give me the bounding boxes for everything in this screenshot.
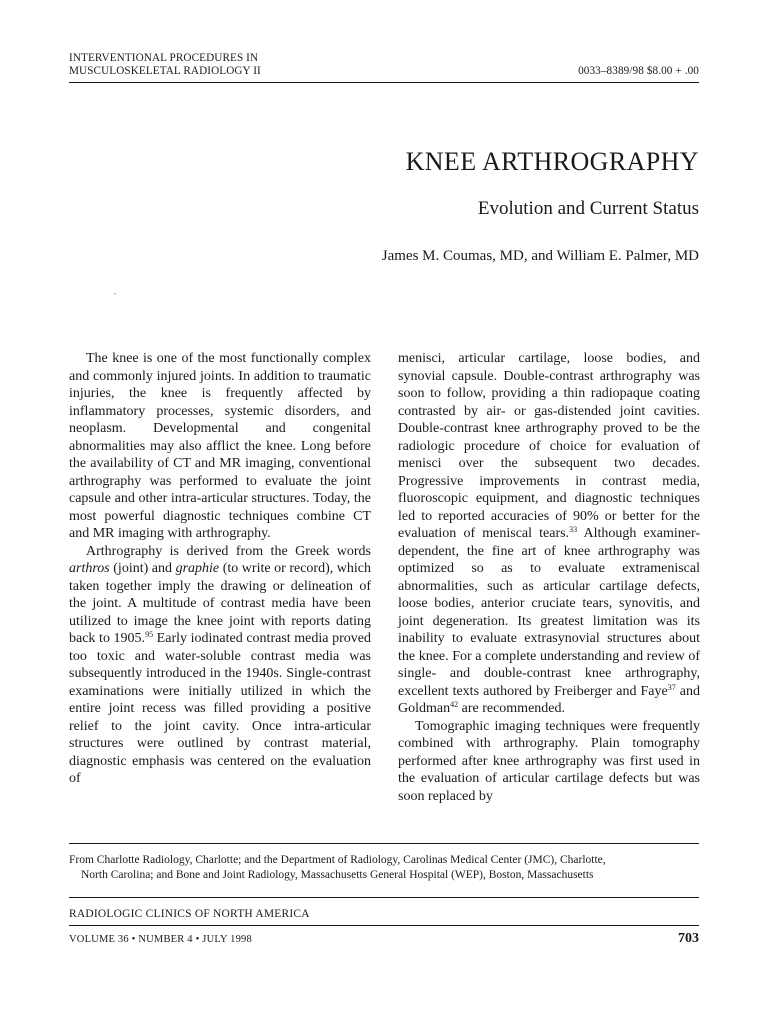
article-title: KNEE ARTHROGRAPHY [405,147,699,176]
journal-rule-top [69,897,699,898]
stray-mark: • [114,292,117,298]
footnote-line-2: North Carolina; and Bone and Joint Radiology, Massachusetts General Hospital (WEP), Boston, Massachusetts [81,869,594,881]
article-subtitle: Evolution and Current Status [477,198,699,219]
citation-33: 33 [569,525,578,534]
affiliation-footnote [69,853,704,883]
p3-text-c: and Goldman [398,683,700,716]
p3-text-b: Although examiner-dependent, the fine art of knee arthrography was optimized so as to evaluate extrameniscal abnormalities, such as articular cartilage defects, loose bodies, anterior cruciate tears, synovitis, and joint degeneration. Its greatest limitation was its inability to evaluate extrasynovial structures about the knee. For a complete understanding and review of single- and double-contrast knee arthrography, excellent texts authored by Freiberger and Faye [398,526,700,699]
series-line-1: INTERVENTIONAL PROCEDURES IN [69,52,259,64]
body-column-left [69,350,371,788]
term-graphie: graphie [175,561,220,576]
journal-rule-bottom [69,925,699,926]
citation-95: 95 [145,630,154,639]
p2-text-d: Early iodinated contrast media proved too toxic and water-soluble contrast media was subsequently introduced in the 1940s. Single-contrast examinations were initially utilized in which the entire joint recess was filled providing a positive relief to the joint cavity. Once intra-articular structures were outlined by contrast material, diagnostic emphasis was centered on the evaluation of [69,631,371,786]
series-line-2: MUSCULOSKELETAL RADIOLOGY II [69,65,261,77]
body-column-right [398,350,700,805]
page-number: 703 [678,931,699,946]
p2-text-a: Arthrography is derived from the Greek words [86,543,371,559]
p3-text-d: are recommended. [458,701,565,716]
p2-text-c: (to write or record), which taken together imply the drawing or delineation of the joint. A multitude of contrast media have been utilized to image the knee joint with reports dating back to 1905. [69,561,371,646]
paragraph-3 [398,350,700,718]
journal-name: RADIOLOGIC CLINICS OF NORTH AMERICA [69,908,310,920]
p2-text-b: (joint) and [109,561,176,576]
p3-text-a: menisci, articular cartilage, loose bodies, and synovial capsule. Double-contrast arthrography was soon to follow, providing a thin radiopaque coating contrasted by air- or gas-distended joint cavities. Double-contrast knee arthrography proved to be the radiologic procedure of choice for evaluation of menisci over the subsequent two decades. Progressive improvements in contrast media, fluoroscopic equipment, and diagnostic techniques led to reported accuracies of 90% or better for the evaluation of meniscal tears. [398,351,700,541]
issn-price: 0033–8389/98 $8.00 + .00 [578,65,699,77]
series-title [69,52,261,78]
header-rule [69,82,699,83]
volume-issue: VOLUME 36 • NUMBER 4 • JULY 1998 [69,934,252,945]
paragraph-2 [69,543,371,788]
footnote-line-1: From Charlotte Radiology, Charlotte; and the Department of Radiology, Carolinas Medical Center (JMC), Charlotte, [69,854,606,866]
citation-42: 42 [450,700,459,709]
paragraph-1: The knee is one of the most functionally complex and commonly injured joints. In addition to traumatic injuries, the knee is frequently affected by inflammatory processes, systemic disorders, and neoplasm. Developmental and congenital abnormalities may also afflict the knee. Long before the availability of CT and MR imaging, conventional arthrography was performed to evaluate the joint capsule and other intra-articular structures. Today, the most powerful diagnostic techniques combine CT and MR imaging with arthrography. [69,351,371,541]
citation-37: 37 [667,682,676,692]
paragraph-4: Tomographic imaging techniques were frequently combined with arthrography. Plain tomography performed after knee arthrography was first used in the evaluation of articular cartilage defects but was soon replaced by [398,718,700,804]
footnote-rule [69,843,699,844]
article-authors: James M. Coumas, MD, and William E. Palmer, MD [381,248,699,264]
term-arthros: arthros [69,561,110,576]
